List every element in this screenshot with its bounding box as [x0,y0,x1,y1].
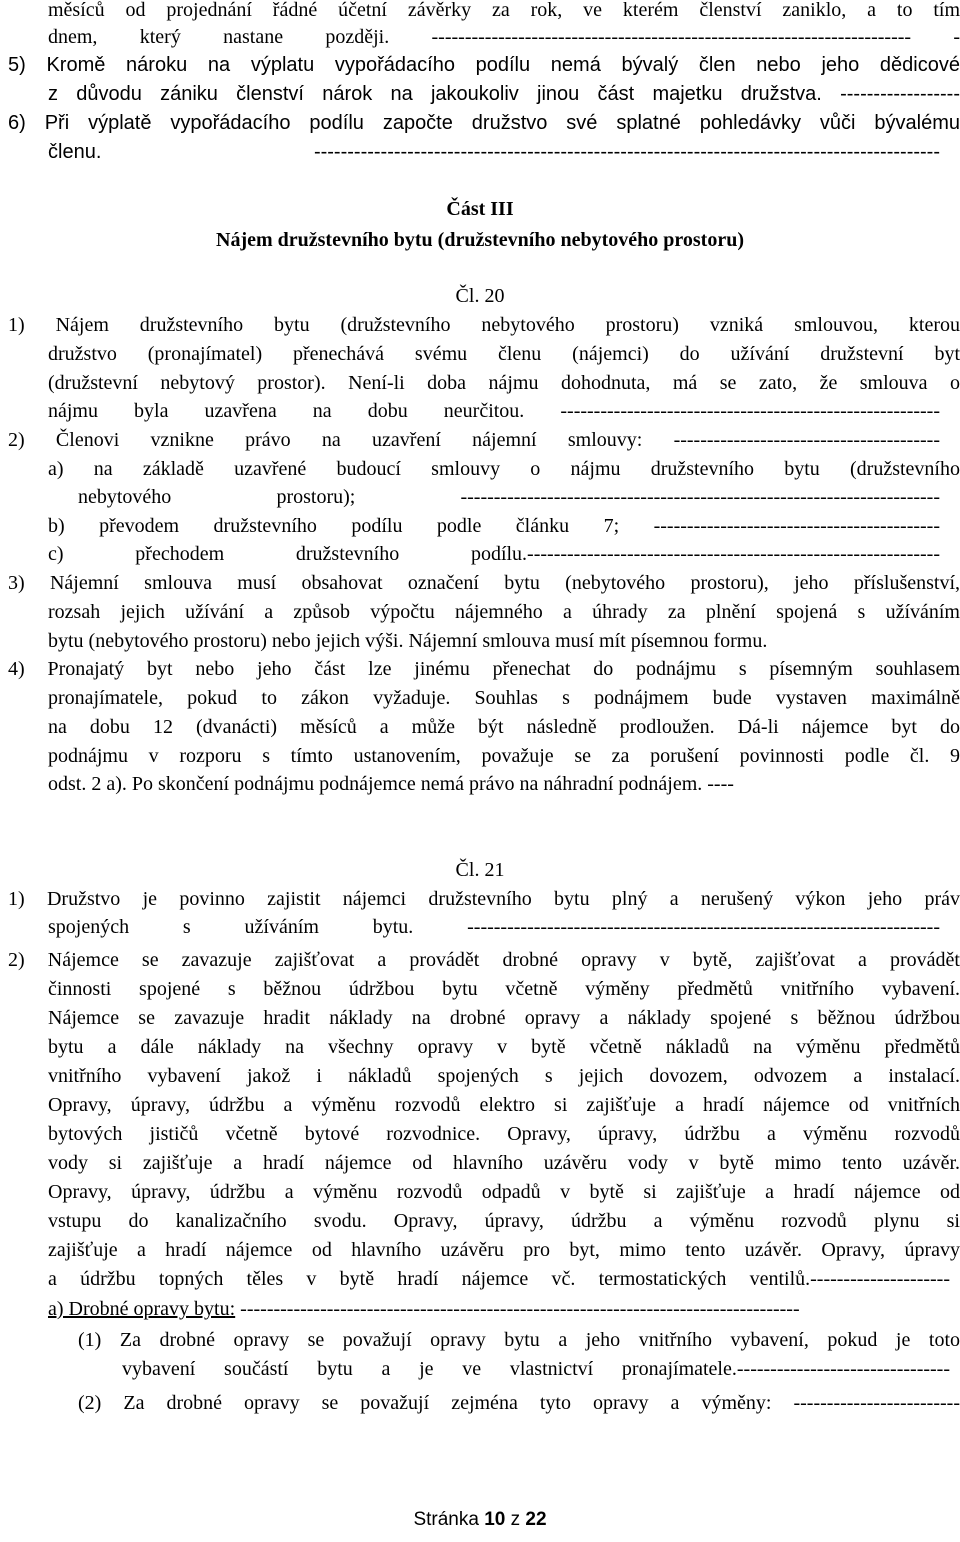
text-line: vody si zajišťuje a hradí nájemce od hlavního uzávěru vody v bytě mimo tento uzávěr. [48,1152,960,1174]
footer-middle: z [505,1509,526,1530]
text-line: 2) Členovi vznikne právo na uzavření nájemní smlouvy: ---------------------------------------- [8,429,940,451]
text-line: činnosti spojené s běžnou údržbou bytu včetně výměny předmětů vnitřního vybavení. [48,978,960,1000]
text-line: měsíců od projednání řádné účetní závěrky za rok, ve kterém členství zaniklo, a to tím [48,0,960,21]
text-line: pronajímatele, pokud to zákon vyžaduje. Souhlas s podnájmem bude vystaven maximálně [48,687,960,709]
text-line: Čl. 21 [455,859,505,881]
text-line: 6) Při výplatě vypořádacího podílu započte družstvo své splatné pohledávky vůči bývalému [8,112,960,134]
text-line: nájmu byla uzavřena na dobu neurčitou. --------------------------------------------------------- [48,400,940,422]
text-line: nebytového prostoru); ------------------------------------------------------------------------ [78,486,940,508]
text-line: (družstevní nebytový prostor). Není-li doba nájmu dohodnuta, má se zato, že smlouva o [48,372,960,394]
text-line: a) na základě uzavřené budoucí smlouvy o nájmu družstevního bytu (družstevního [48,458,960,480]
footer-total-pages: 22 [525,1509,547,1530]
text-line: 2) Nájemce se zavazuje zajišťovat a provádět drobné opravy v bytě, zajišťovat a provádět [8,949,960,971]
text-line: zajišťuje a hradí nájemce od hlavního uzávěru pro byt, mimo tento uzávěr. Opravy, úpravy [48,1239,960,1261]
drobne-opravy-label: a) Drobné opravy bytu: [48,1298,236,1320]
text-line: členu. ---------------------------------------------------------------------------------------------- [48,141,940,163]
drobne-opravy-heading [48,1295,960,1323]
text-line: Část III [446,198,514,220]
text-line: podnájmu v rozporu s tímto ustanovením, považuje se za porušení povinnosti podle čl. 9 [48,745,960,767]
text-line: vnitřního vybavení jakož i nákladů spojených s jejich dovozem, odvozem a instalací. [48,1065,960,1087]
text-line: vybavení součástí bytu a je ve vlastnictví pronajímatele.-------------------------------- [122,1358,950,1380]
text-line: 4) Pronajatý byt nebo jeho část lze jinému přenechat do podnájmu s písemným souhlasem [8,658,960,680]
text-line: odst. 2 a). Po skončení podnájmu podnájemce nemá právo na náhradní podnájem. ---- [48,773,734,795]
text-line: 5) Kromě nároku na výplatu vypořádacího podílu nemá bývalý člen nebo jeho dědicové [8,54,960,76]
text-line: 1) Nájem družstevního bytu (družstevního nebytového prostoru) vzniká smlouvou, kterou [8,314,960,336]
text-line: Nájem družstevního bytu (družstevního nebytového prostoru) [216,229,744,251]
text-line: vstupu do kanalizačního svodu. Opravy, úpravy, údržbu a výměnu rozvodů plynu si [48,1210,960,1232]
text-line: spojených s užíváním bytu. ----------------------------------------------------------------------- [48,916,940,938]
drobne-opravy-dashes: ------------------------------------------------------------------------------------ [240,1298,800,1320]
text-line: z důvodu zániku členství nárok na jakoukoliv jinou část majetku družstva. ------------------ [48,83,960,105]
text-line: Opravy, úpravy, údržbu a výměnu rozvodů elektro si zajišťuje a hradí nájemce od vnitřních [48,1094,960,1116]
text-line: 1) Družstvo je povinno zajistit nájemci družstevního bytu plný a nerušený výkon jeho práv [8,888,960,910]
text-line: na dobu 12 (dvanácti) měsíců a může být následně prodloužen. Dá-li nájemce byt do [48,716,960,738]
text-line: (2) Za drobné opravy se považují zejména tyto opravy a výměny: ------------------------- [78,1392,960,1414]
footer-prefix: Stránka [413,1509,485,1530]
text-line: (1) Za drobné opravy se považují opravy bytu a jeho vnitřního vybavení, pokud je toto [78,1329,960,1351]
text-line: družstvo (pronajímatel) přenechává svému členu (nájemci) do užívání družstevní byt [48,343,960,365]
text-line: Opravy, úpravy, údržbu a výměnu rozvodů odpadů v bytě si zajišťuje a hradí nájemce od [48,1181,960,1203]
text-line: dnem, který nastane později. ------------------------------------------------------------------------ - [48,26,960,48]
footer-page-number: 10 [484,1509,506,1530]
text-line: a údržbu topných těles v bytě hradí nájemce vč. termostatických ventilů.--------------------- [48,1268,950,1290]
text-line: Čl. 20 [455,285,505,307]
text-line: c) přechodem družstevního podílu.-------------------------------------------------------------- [48,543,940,565]
text-line: bytu a dále náklady na všechny opravy v bytě včetně nákladů na výměnu předmětů [48,1036,960,1058]
text-line: b) převodem družstevního podílu podle článku 7; ------------------------------------------- [48,515,940,537]
text-line: Nájemce se zavazuje hradit náklady na drobné opravy a náklady spojené s běžnou údržbou [48,1007,960,1029]
text-line: rozsah jejich užívání a způsob výpočtu nájemného a úhrady za plnění spojená s užíváním [48,601,960,623]
text-line: 3) Nájemní smlouva musí obsahovat označení bytu (nebytového prostoru), jeho příslušenství, [8,572,960,594]
text-line: bytových jističů včetně bytové rozvodnice. Opravy, úpravy, údržbu a výměnu rozvodů [48,1123,960,1145]
text-line: bytu (nebytového prostoru) nebo jejich výši. Nájemní smlouva musí mít písemnou formu. [48,630,768,652]
page-footer [0,1508,960,1532]
